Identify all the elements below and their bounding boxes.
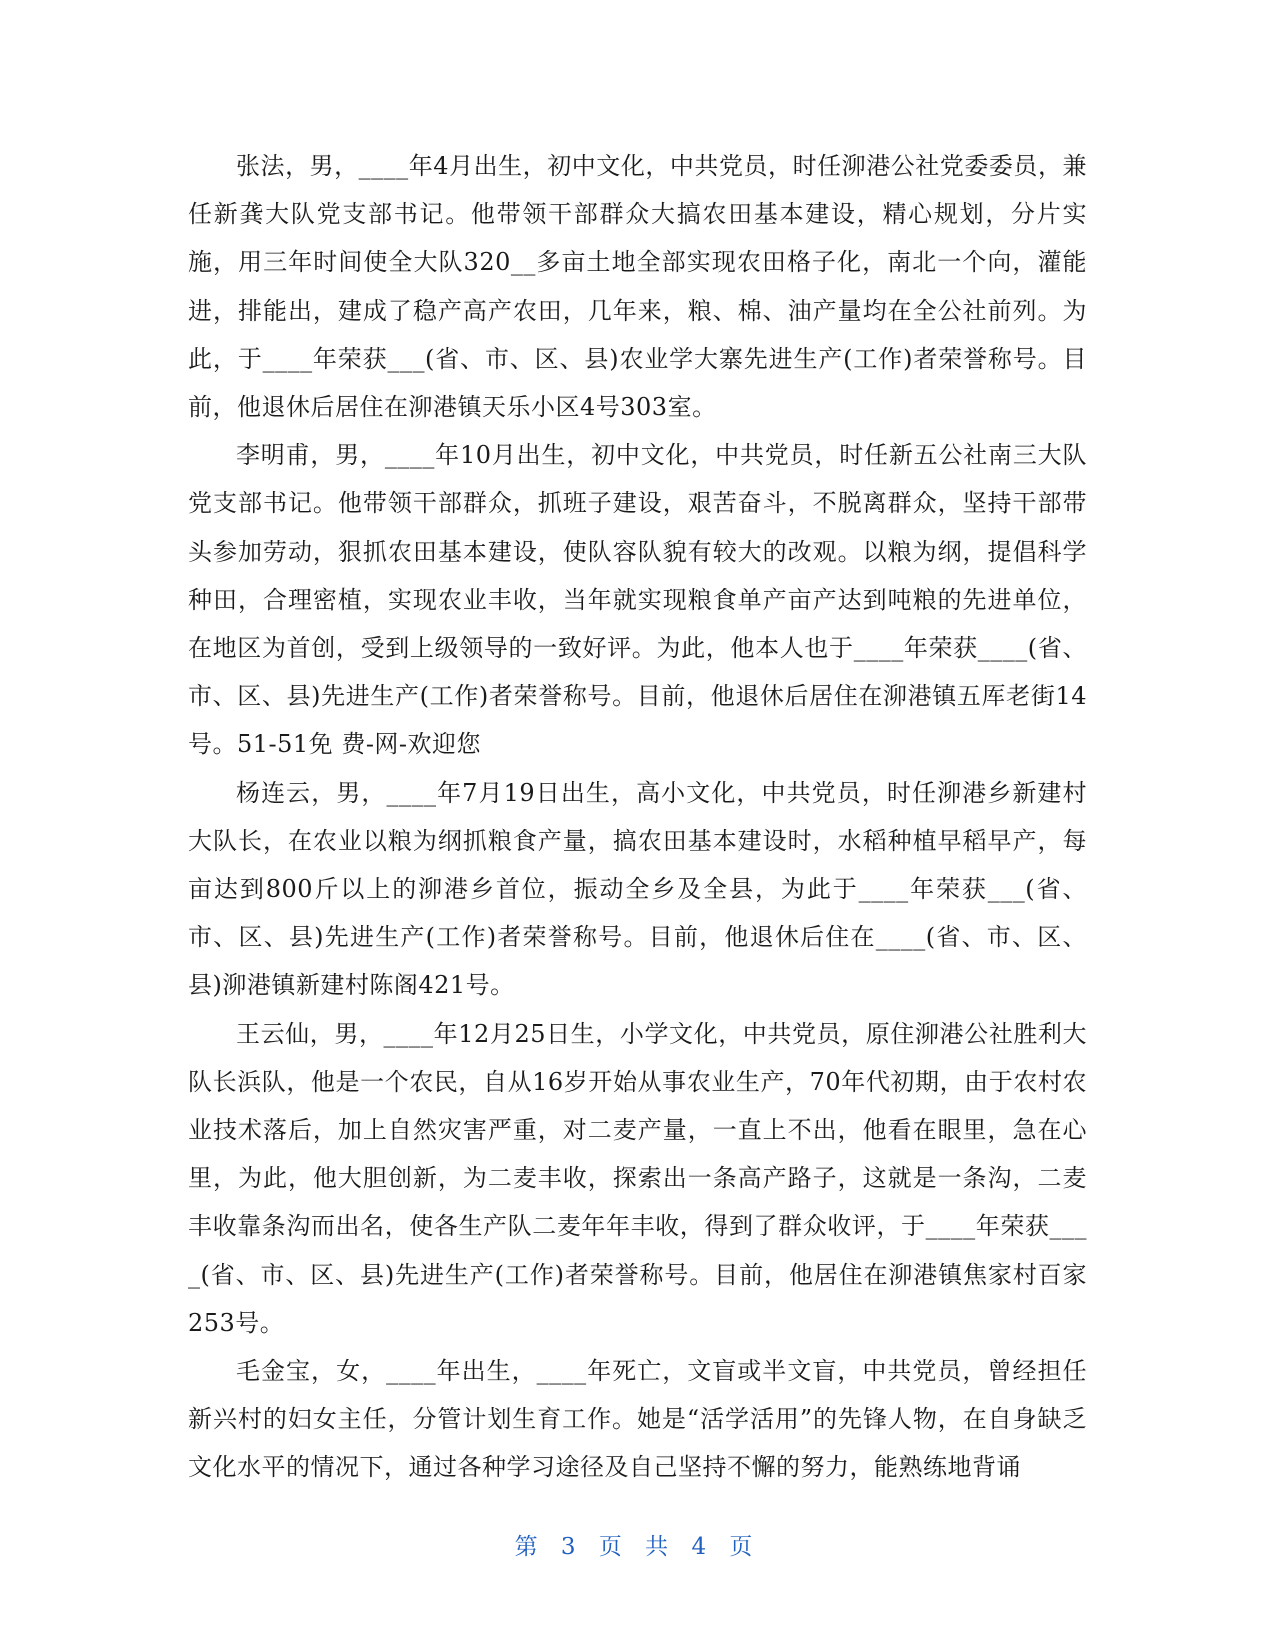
document-body (188, 142, 1087, 1492)
paragraph-wang-yunxian: 王云仙，男，____年12月25日生，小学文化，中共党员，原住泖港公社胜利大队长浜队，他是一个农民，自从16岁开始从事农业生产，70年代初期，由于农村农业技术落后，加上自然灾害严重，对二麦产量，一直上不出，他看在眼里，急在心里，为此，他大胆创新，为二麦丰收，探索出一条高产路子，这就是一条沟，二麦丰收靠条沟而出名，使各生产队二麦年年丰收，得到了群众收评，于____年荣获____(省、市、区、县)先进生产(工作)者荣誉称号。目前，他居住在泖港镇焦家村百家253号。 (188, 1019, 1087, 1337)
paragraph-zhang-fa: 张法，男，____年4月出生，初中文化，中共党员，时任泖港公社党委委员，兼任新龚大队党支部书记。他带领干部群众大搞农田基本建设，精心规划，分片实施，用三年时间使全大队320__多亩土地全部实现农田格子化，南北一个向，灌能进，排能出，建成了稳产高产农田，几年来，粮、棉、油产量均在全公社前列。为此，于____年荣获___(省、市、区、县)农业学大寨先进生产(工作)者荣誉称号。目前，他退休后居住在泖港镇天乐小区4号303室。 (188, 152, 1087, 422)
paragraph-li-mingfu: 李明甫，男，____年10月出生，初中文化，中共党员，时任新五公社南三大队党支部书记。他带领干部群众，抓班子建设，艰苦奋斗，不脱离群众，坚持干部带头参加劳动，狠抓农田基本建设，使队容队貌有较大的改观。以粮为纲，提倡科学种田，合理密植，实现农业丰收，当年就实现粮食单产亩产达到吨粮的先进单位，在地区为首创，受到上级领导的一致好评。为此，他本人也于____年荣获____(省、市、区、县)先进生产(工作)者荣誉称号。目前，他退休后居住在泖港镇五厍老街14号。51-51免 费-网-欢迎您 (188, 441, 1087, 759)
paragraph-yang-lianyun: 杨连云，男，____年7月19日出生，高小文化，中共党员，时任泖港乡新建村大队长，在农业以粮为纲抓粮食产量，搞农田基本建设时，水稻种植早稻早产，每亩达到800斤以上的泖港乡首位，振动全乡及全县，为此于____年荣获___(省、市、区、县)先进生产(工作)者荣誉称号。目前，他退休后住在____(省、市、区、县)泖港镇新建村陈阁421号。 (188, 778, 1087, 1000)
page-number-footer: 第 3 页 共 4 页 (514, 1534, 761, 1560)
paragraph-mao-jinbao: 毛金宝，女，____年出生，____年死亡，文盲或半文盲，中共党员，曾经担任新兴村的妇女主任，分管计划生育工作。她是“活学活用”的先锋人物，在自身缺乏文化水平的情况下，通过各种学习途径及自己坚持不懈的努力，能熟练地背诵 (188, 1357, 1087, 1482)
